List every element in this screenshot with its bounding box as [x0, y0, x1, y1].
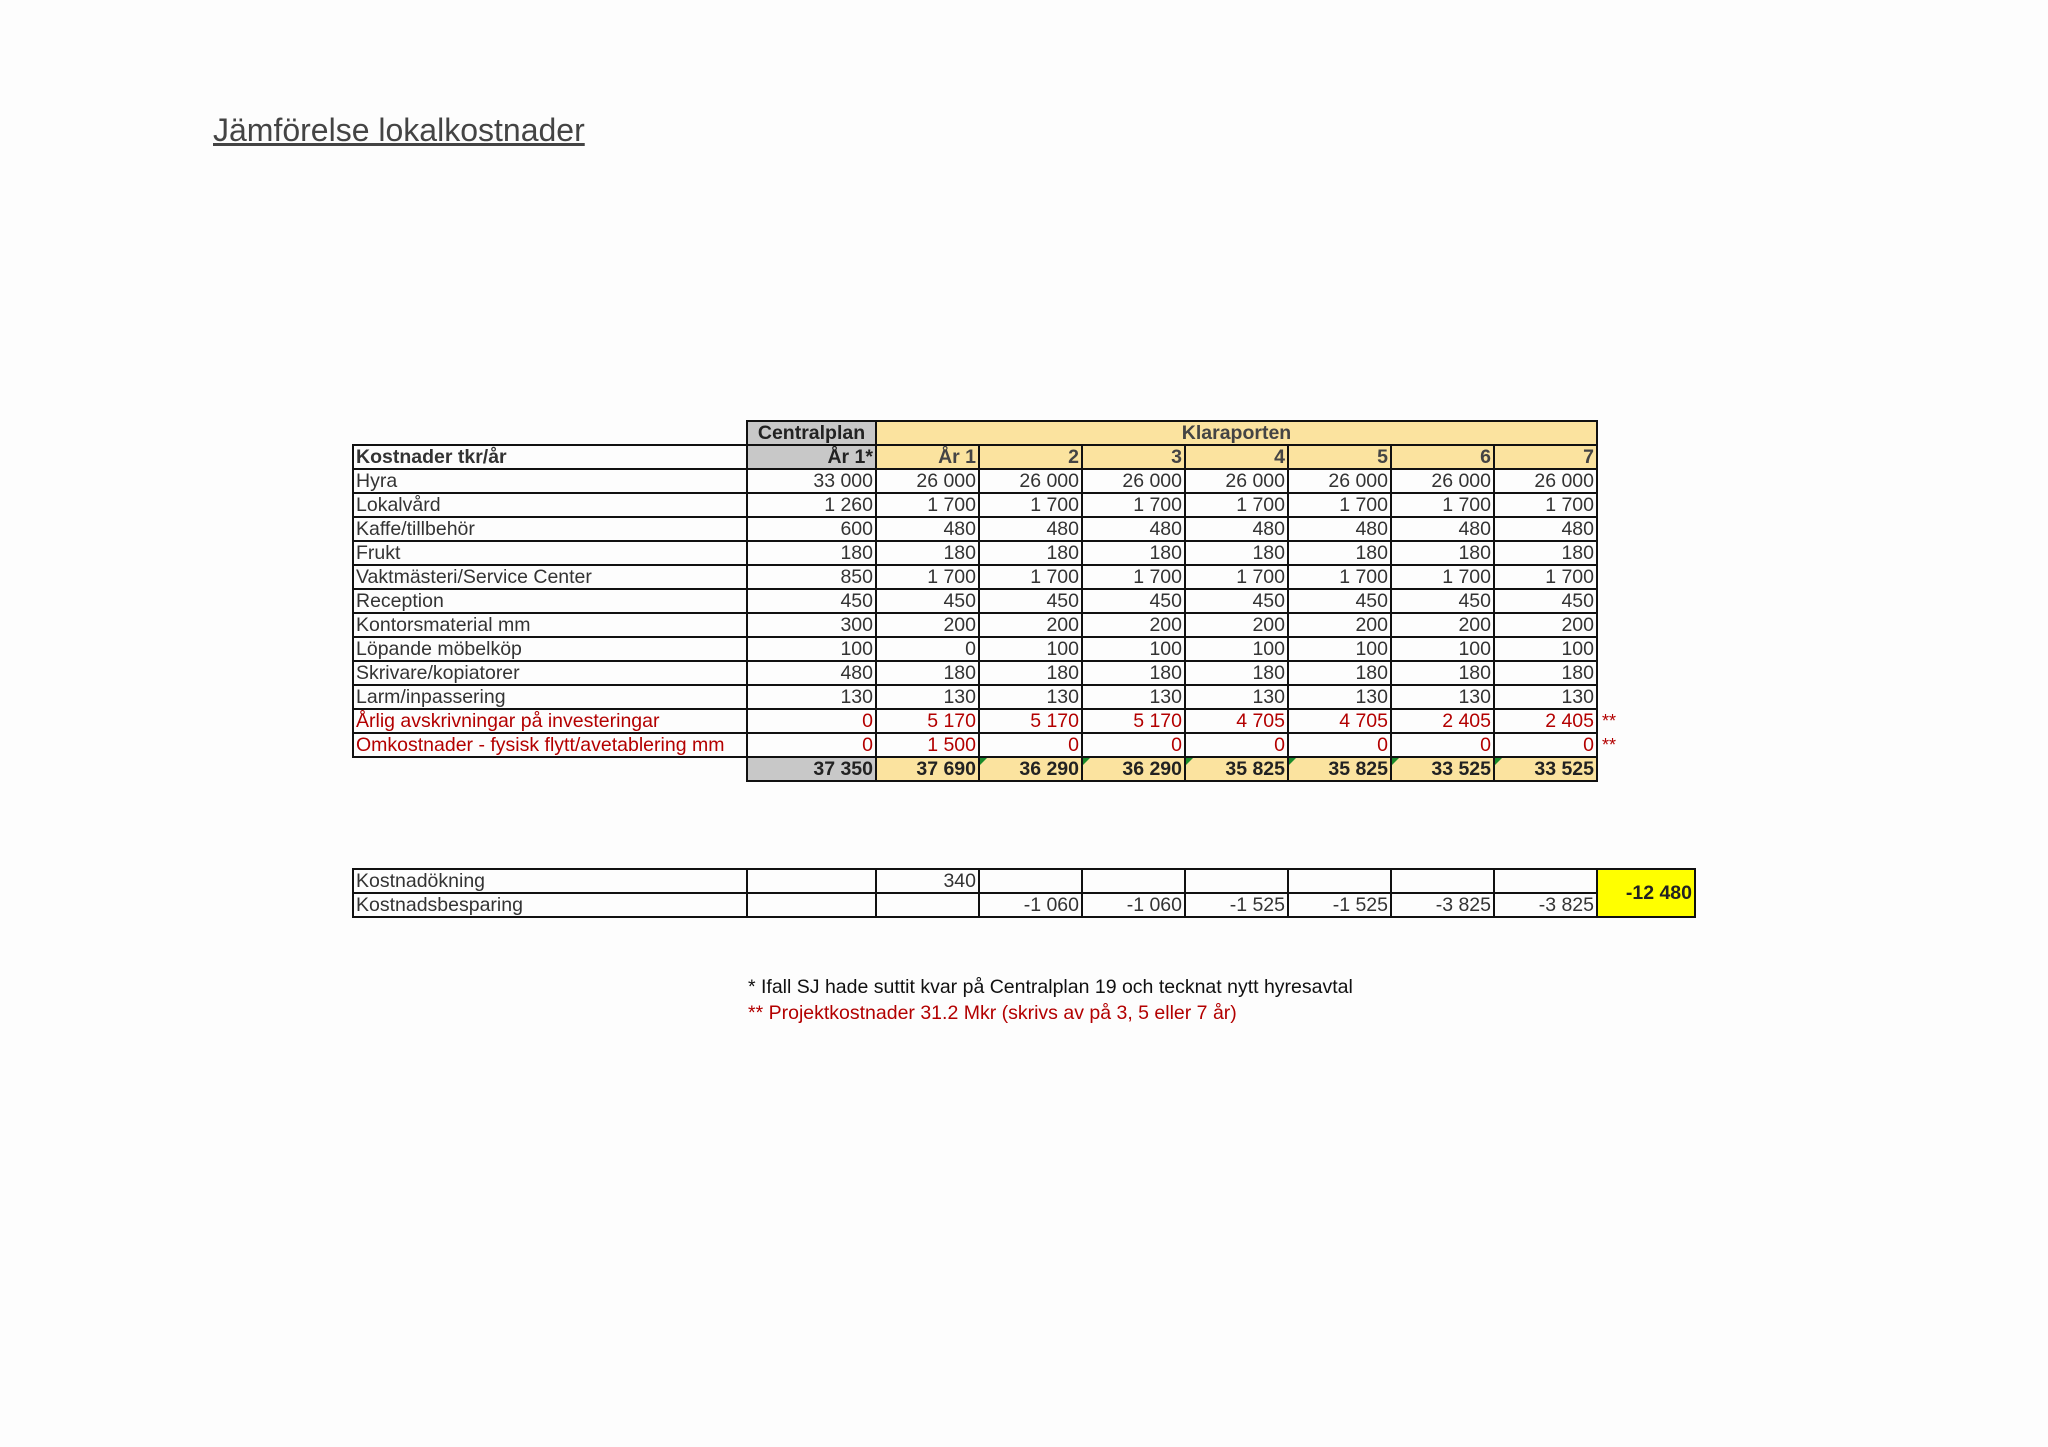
spacer-cell: [353, 757, 747, 781]
value-cell: 450: [876, 589, 979, 613]
value-cell: 180: [1494, 661, 1597, 685]
value-cell: 100: [1391, 637, 1494, 661]
increase-row: [353, 869, 1695, 893]
value-cell: 300: [747, 613, 876, 637]
row-marker: **: [1602, 735, 1617, 755]
value-cell: 26 000: [876, 469, 979, 493]
saving-label: Kostnadsbesparing: [353, 893, 747, 917]
value-cell: 480: [876, 517, 979, 541]
table-row: [353, 493, 1627, 517]
increase-cell: [1391, 869, 1494, 893]
value-cell: 1 700: [1185, 565, 1288, 589]
value-cell: 130: [1288, 685, 1391, 709]
increase-cell: [747, 869, 876, 893]
value-cell: 33 000: [747, 469, 876, 493]
value-cell: 0: [1288, 733, 1391, 757]
value-cell: 5 170: [876, 709, 979, 733]
value-cell: 1 500: [876, 733, 979, 757]
value-cell: 0: [1185, 733, 1288, 757]
value-cell: 26 000: [1185, 469, 1288, 493]
value-cell: 0: [747, 709, 876, 733]
total-cell: 37 690: [876, 757, 979, 781]
total-cell: 33 525: [1494, 757, 1597, 781]
value-cell: 1 700: [1391, 493, 1494, 517]
value-cell: 480: [1391, 517, 1494, 541]
value-cell: 200: [876, 613, 979, 637]
row-marker: [1597, 469, 1627, 493]
value-cell: 130: [876, 685, 979, 709]
table-row: [353, 565, 1627, 589]
value-cell: 1 700: [876, 493, 979, 517]
value-cell: 100: [1185, 637, 1288, 661]
value-cell: 0: [876, 637, 979, 661]
row-marker: [1597, 589, 1627, 613]
row-marker: **: [1602, 711, 1617, 731]
row-marker: [1597, 661, 1627, 685]
row-label: Hyra: [353, 469, 747, 493]
difference-table: [352, 868, 1696, 918]
column-header: 5: [1288, 445, 1391, 469]
value-cell: 100: [1494, 637, 1597, 661]
saving-cell: -1 525: [1288, 893, 1391, 917]
table-row: [353, 469, 1627, 493]
value-cell: 1 700: [1082, 565, 1185, 589]
value-cell: 0: [1082, 733, 1185, 757]
row-marker: [1597, 613, 1627, 637]
total-cell: 36 290: [1082, 757, 1185, 781]
row-label: Vaktmästeri/Service Center: [353, 565, 747, 589]
value-cell: 850: [747, 565, 876, 589]
value-cell: 0: [747, 733, 876, 757]
value-cell: 180: [1082, 661, 1185, 685]
value-cell: 100: [1288, 637, 1391, 661]
value-cell: 1 700: [979, 565, 1082, 589]
value-cell: 180: [1391, 541, 1494, 565]
increase-cell: [1082, 869, 1185, 893]
saving-cell: [876, 893, 979, 917]
value-cell: 480: [747, 661, 876, 685]
value-cell: 100: [1082, 637, 1185, 661]
saving-cell: -1 060: [979, 893, 1082, 917]
row-marker: [1597, 493, 1627, 517]
table-row: [353, 685, 1627, 709]
savings-total: -12 480: [1597, 869, 1695, 917]
table-row: [353, 613, 1627, 637]
value-cell: 450: [979, 589, 1082, 613]
value-cell: 450: [1185, 589, 1288, 613]
cost-table: [352, 420, 1628, 782]
value-cell: 130: [747, 685, 876, 709]
table-row: [353, 733, 1627, 757]
value-cell: 26 000: [1082, 469, 1185, 493]
totals-row: [353, 757, 1627, 781]
column-header: 4: [1185, 445, 1288, 469]
value-cell: 180: [1494, 541, 1597, 565]
value-cell: 130: [979, 685, 1082, 709]
value-cell: 130: [1391, 685, 1494, 709]
column-header: År 1: [876, 445, 979, 469]
value-cell: 4 705: [1185, 709, 1288, 733]
row-label: Reception: [353, 589, 747, 613]
row-label: Kontorsmaterial mm: [353, 613, 747, 637]
row-marker: [1597, 517, 1627, 541]
value-cell: 2 405: [1391, 709, 1494, 733]
value-cell: 100: [979, 637, 1082, 661]
table-row: [353, 517, 1627, 541]
row-marker: [1597, 637, 1627, 661]
saving-row: [353, 893, 1695, 917]
value-cell: 1 700: [979, 493, 1082, 517]
value-cell: 5 170: [979, 709, 1082, 733]
value-cell: 26 000: [1288, 469, 1391, 493]
row-label: Omkostnader - fysisk flytt/avetablering mm: [353, 733, 747, 757]
value-cell: 180: [1185, 661, 1288, 685]
value-cell: 0: [979, 733, 1082, 757]
column-header: 6: [1391, 445, 1494, 469]
value-cell: 450: [1288, 589, 1391, 613]
row-label: Löpande möbelköp: [353, 637, 747, 661]
value-cell: 180: [979, 661, 1082, 685]
value-cell: 450: [1391, 589, 1494, 613]
value-cell: 5 170: [1082, 709, 1185, 733]
total-cell: 33 525: [1391, 757, 1494, 781]
value-cell: 200: [979, 613, 1082, 637]
value-cell: 180: [1082, 541, 1185, 565]
table-row: [353, 661, 1627, 685]
total-cell: 37 350: [747, 757, 876, 781]
column-header: 7: [1494, 445, 1597, 469]
value-cell: 200: [1288, 613, 1391, 637]
value-cell: 1 700: [1391, 565, 1494, 589]
spacer-cell: [1597, 445, 1627, 469]
value-cell: 0: [1391, 733, 1494, 757]
value-cell: 200: [1185, 613, 1288, 637]
value-cell: 100: [747, 637, 876, 661]
value-cell: 480: [1082, 517, 1185, 541]
value-cell: 480: [1288, 517, 1391, 541]
value-cell: 130: [1082, 685, 1185, 709]
row-label: Frukt: [353, 541, 747, 565]
column-header: 2: [979, 445, 1082, 469]
footnote-project-costs: ** Projektkostnader 31.2 Mkr (skrivs av på 3, 5 eller 7 år): [748, 1002, 1237, 1024]
value-cell: 2 405: [1494, 709, 1597, 733]
value-cell: 480: [1185, 517, 1288, 541]
row-label: Kaffe/tillbehör: [353, 517, 747, 541]
value-cell: 180: [1391, 661, 1494, 685]
footnote-centralplan: * Ifall SJ hade suttit kvar på Centralplan 19 och tecknat nytt hyresavtal: [748, 976, 1353, 998]
value-cell: 1 700: [1185, 493, 1288, 517]
value-cell: 450: [1082, 589, 1185, 613]
increase-cell: [1288, 869, 1391, 893]
value-cell: 130: [1185, 685, 1288, 709]
row-marker: [1597, 565, 1627, 589]
value-cell: 180: [747, 541, 876, 565]
saving-cell: -3 825: [1391, 893, 1494, 917]
saving-cell: -1 060: [1082, 893, 1185, 917]
value-cell: 200: [1494, 613, 1597, 637]
value-cell: 1 700: [1082, 493, 1185, 517]
table-row: [353, 589, 1627, 613]
value-cell: 480: [1494, 517, 1597, 541]
value-cell: 180: [979, 541, 1082, 565]
row-marker: [1597, 541, 1627, 565]
value-cell: 1 700: [1494, 493, 1597, 517]
page-title: Jämförelse lokalkostnader: [213, 112, 585, 148]
value-cell: 1 700: [1288, 565, 1391, 589]
value-cell: 450: [747, 589, 876, 613]
value-cell: 26 000: [1494, 469, 1597, 493]
header-klaraporten: Klaraporten: [876, 421, 1597, 445]
value-cell: 1 700: [876, 565, 979, 589]
value-cell: 1 260: [747, 493, 876, 517]
row-label-header: Kostnader tkr/år: [353, 445, 747, 469]
value-cell: 180: [876, 541, 979, 565]
saving-cell: -1 525: [1185, 893, 1288, 917]
row-label: Larm/inpassering: [353, 685, 747, 709]
table-row: [353, 709, 1627, 733]
value-cell: 180: [1288, 661, 1391, 685]
saving-cell: -3 825: [1494, 893, 1597, 917]
total-cell: 35 825: [1288, 757, 1391, 781]
value-cell: 200: [1082, 613, 1185, 637]
row-marker: [1597, 685, 1627, 709]
total-cell: 35 825: [1185, 757, 1288, 781]
value-cell: 180: [876, 661, 979, 685]
value-cell: 0: [1494, 733, 1597, 757]
spacer-cell: [1597, 757, 1627, 781]
value-cell: 480: [979, 517, 1082, 541]
table-row: [353, 637, 1627, 661]
row-label: Skrivare/kopiatorer: [353, 661, 747, 685]
increase-cell: 340: [876, 869, 979, 893]
increase-cell: [1494, 869, 1597, 893]
row-label: Årlig avskrivningar på investeringar: [353, 709, 747, 733]
value-cell: 450: [1494, 589, 1597, 613]
saving-cell: [747, 893, 876, 917]
total-cell: 36 290: [979, 757, 1082, 781]
column-header: 3: [1082, 445, 1185, 469]
table-row: [353, 541, 1627, 565]
value-cell: 1 700: [1288, 493, 1391, 517]
increase-cell: [979, 869, 1082, 893]
header-centralplan: Centralplan: [747, 421, 876, 445]
increase-label: Kostnadökning: [353, 869, 747, 893]
value-cell: 1 700: [1494, 565, 1597, 589]
value-cell: 4 705: [1288, 709, 1391, 733]
value-cell: 180: [1185, 541, 1288, 565]
value-cell: 26 000: [979, 469, 1082, 493]
increase-cell: [1185, 869, 1288, 893]
value-cell: 26 000: [1391, 469, 1494, 493]
row-label: Lokalvård: [353, 493, 747, 517]
value-cell: 130: [1494, 685, 1597, 709]
column-header: År 1*: [747, 445, 876, 469]
value-cell: 600: [747, 517, 876, 541]
value-cell: 200: [1391, 613, 1494, 637]
value-cell: 180: [1288, 541, 1391, 565]
